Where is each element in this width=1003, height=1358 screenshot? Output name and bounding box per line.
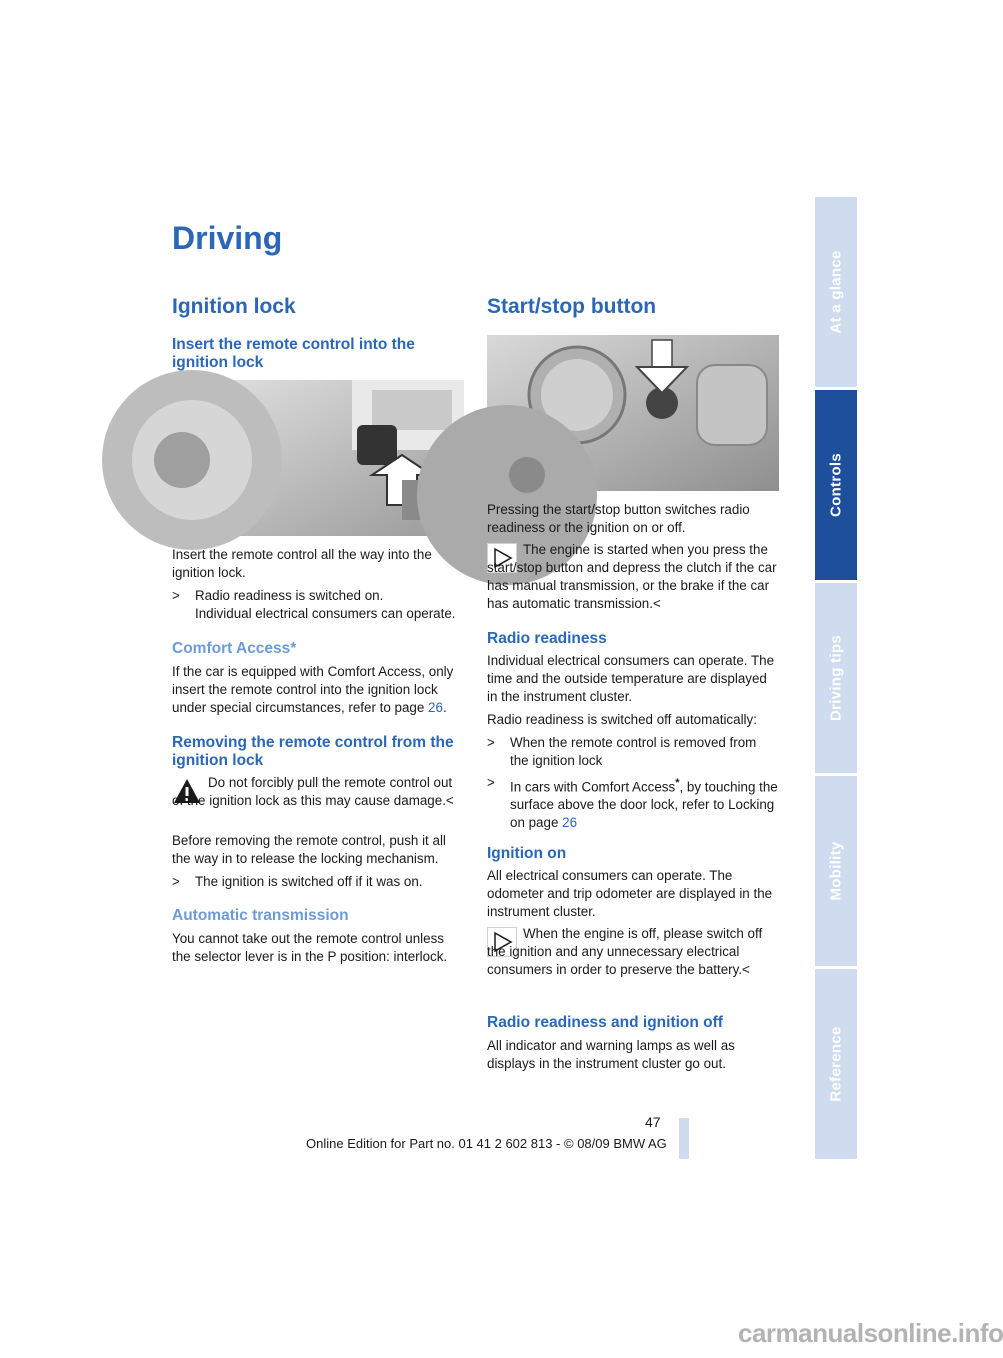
subheading-ignition-on: Ignition on	[487, 845, 567, 862]
start-stop-intro: Pressing the start/stop button switches radio readiness or the ignition on or off.	[487, 502, 750, 535]
ignition-on-text: All electrical consumers can operate. The odometer and trip odometer are displayed in the instrument cluster.	[487, 868, 773, 919]
warning-text: Do not forcibly pull the remote control out of the ignition lock as this may cause damage.<	[172, 775, 454, 808]
automatic-transmission-text: You cannot take out the remote control unless the selector lever is in the P position: interlock.	[172, 931, 448, 964]
page-link-26[interactable]: 26	[428, 700, 443, 715]
start-stop-photo	[487, 335, 779, 491]
subheading-removing-remote: Removing the remote control from the ignition lock	[172, 734, 454, 769]
bullet-comfort-access: > In cars with Comfort Access*, by touching the surface above the door lock, refer to Locking on page 26	[487, 775, 778, 831]
radio-readiness-auto-off: Radio readiness is switched off automatically:	[487, 712, 757, 727]
chapter-tabs	[815, 197, 857, 1162]
page-number: 47	[645, 1114, 661, 1130]
section-heading-start-stop: Start/stop button	[487, 295, 657, 318]
ignition-off-note: When the engine is off, please switch off the ignition and any unnecessary electrical consumers in order to preserve the battery.<	[487, 926, 763, 977]
push-instruction: Before removing the remote control, push it all the way in to release the locking mechanism.	[172, 833, 446, 866]
engine-start-note: The engine is started when you press the start/stop button and depress the clutch if the car has manual transmission, or the brake if the car has automatic transmission.<	[487, 542, 777, 611]
tab-at-a-glance[interactable]: At a glance	[815, 197, 857, 387]
ignition-off-text: All indicator and warning lamps as well as displays in the instrument cluster go out.	[487, 1038, 735, 1071]
subheading-comfort-access: Comfort Access*	[172, 640, 297, 657]
edition-footer: Online Edition for Part no. 01 41 2 602 813 - © 08/09 BMW AG	[306, 1136, 667, 1151]
tab-mobility[interactable]: Mobility	[815, 776, 857, 966]
tab-controls[interactable]: Controls	[815, 390, 857, 580]
page-title: Driving	[172, 220, 283, 256]
bullet-ignition-off: > The ignition is switched off if it was on.	[172, 874, 423, 889]
subheading-automatic-transmission: Automatic transmission	[172, 907, 349, 924]
comfort-access-text: If the car is equipped with Comfort Access, only insert the remote control into the ignition lock under special circumstances, refer to page 26.	[172, 664, 454, 715]
subheading-radio-readiness: Radio readiness	[487, 630, 607, 647]
bullet-remote-removed: > When the remote control is removed from the ignition lock	[487, 735, 757, 768]
section-heading-ignition-lock: Ignition lock	[172, 295, 296, 318]
instrument-cluster-illustration	[487, 335, 779, 491]
tab-reference[interactable]: Reference	[815, 969, 857, 1159]
tab-driving-tips[interactable]: Driving tips	[815, 583, 857, 773]
page-number-bar	[679, 1118, 689, 1159]
page-link-26[interactable]: 26	[562, 815, 578, 831]
bullet-radio-readiness: > Radio readiness is switched on. Individual electrical consumers can operate.	[172, 588, 456, 621]
radio-readiness-text: Individual electrical consumers can operate. The time and the outside temperature are displayed in the instrument cluster.	[487, 653, 775, 704]
subheading-radio-readiness-ignition-off: Radio readiness and ignition off	[487, 1014, 723, 1031]
watermark: carmanualsonline.info	[738, 1318, 1003, 1348]
insert-instruction: Insert the remote control all the way into the ignition lock.	[172, 547, 432, 580]
subheading-insert-remote: Insert the remote control into the ignition lock	[172, 336, 415, 371]
